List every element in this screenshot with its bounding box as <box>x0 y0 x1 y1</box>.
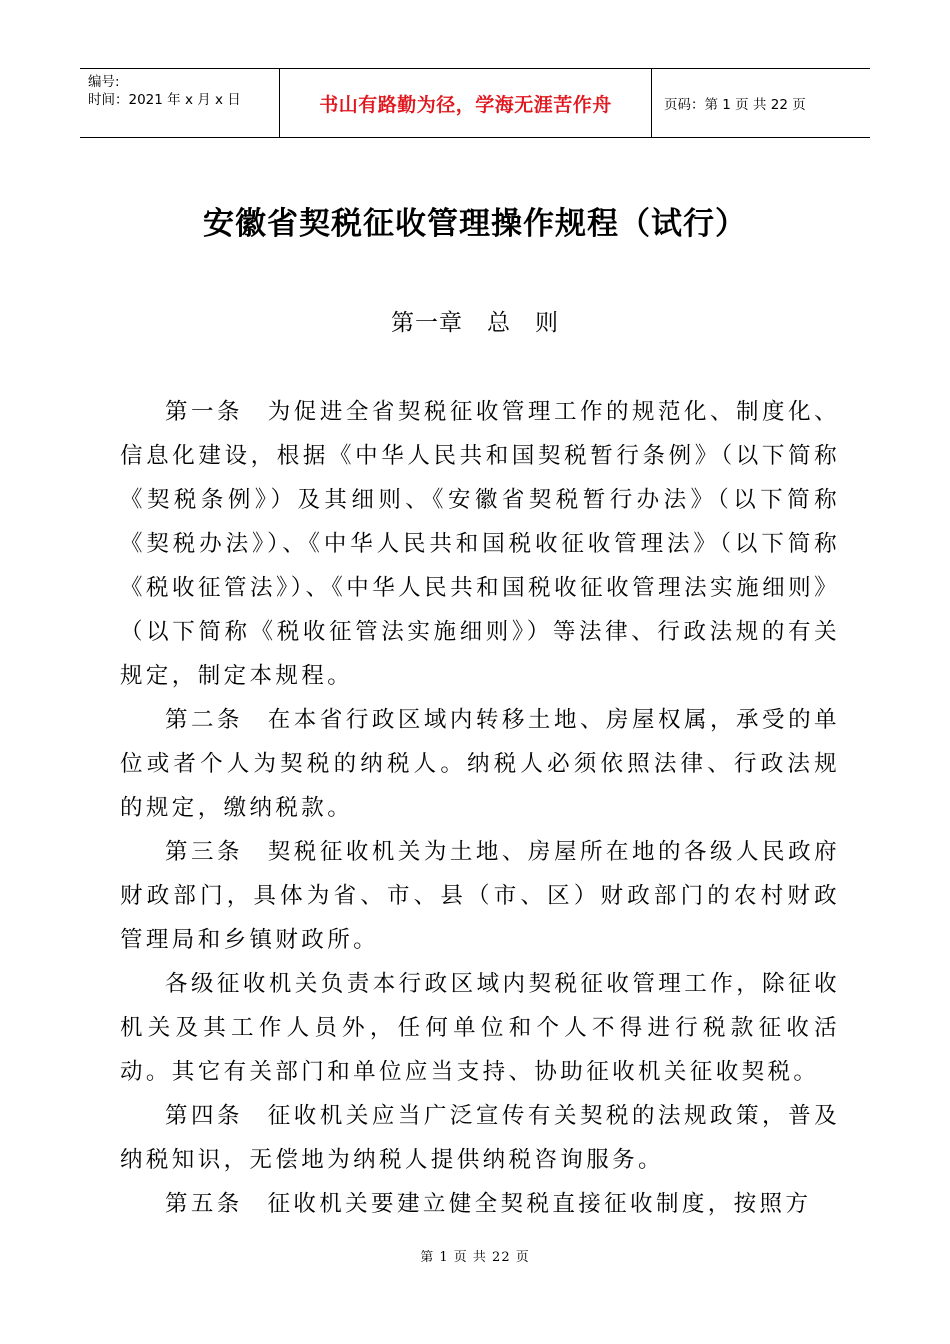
paragraph <box>120 962 840 1094</box>
header-motto: 书山有路勤为径，学海无涯苦作舟 <box>280 69 652 137</box>
paragraph <box>120 390 840 698</box>
paragraph <box>120 1094 840 1182</box>
article-number: 第一条 <box>165 399 244 425</box>
page-footer: 第 1 页 共 22 页 <box>420 1250 530 1265</box>
article-number: 第五条 <box>165 1191 243 1217</box>
header-table <box>80 68 870 138</box>
paragraph <box>120 830 840 962</box>
paragraph-text: 征收机关要建立健全契税直接征收制度，按照方 <box>267 1191 812 1217</box>
document-body <box>120 390 840 1226</box>
paragraph-text: 在本省行政区域内转移土地、房屋权属，承受的单位或者个人为契税的纳税人。纳税人必须依照法律、行政法规的规定，缴纳税款。 <box>120 707 840 821</box>
article-number: 第四条 <box>165 1103 244 1129</box>
document-title: 安徽省契税征收管理操作规程（试行） <box>203 206 747 242</box>
paragraph <box>120 1182 840 1226</box>
paragraph-text: 为促进全省契税征收管理工作的规范化、制度化、信息化建设，根据《中华人民共和国契税暂行条例》（以下简称《契税条例》）及其细则、《安徽省契税暂行办法》（以下简称《契税办法》）、《中华人民共和国税收征收管理法》（以下简称《税收征管法》）、《中华人民共和国税收征收管理法实施细则》（以下简称《税收征管法实施细则》）等法律、行政法规的有关规定，制定本规程。 <box>120 399 840 689</box>
paragraph <box>120 698 840 830</box>
time-label: 时间：2021 年 x 月 x 日 <box>88 92 241 108</box>
paragraph-text: 各级征收机关负责本行政区域内契税征收管理工作，除征收机关及其工作人员外，任何单位和个人不得进行税款征收活动。其它有关部门和单位应当支持、协助征收机关征收契税。 <box>120 971 840 1085</box>
article-number: 第二条 <box>165 707 244 733</box>
number-label: 编号: <box>88 74 120 90</box>
header-page-info: 页码：第 1 页 共 22 页 <box>664 97 806 113</box>
header-meta <box>80 69 280 137</box>
paragraph-text: 契税征收机关为土地、房屋所在地的各级人民政府财政部门，具体为省、市、县（市、区）财政部门的农村财政管理局和乡镇财政所。 <box>120 839 840 953</box>
article-number: 第三条 <box>165 839 244 865</box>
chapter-heading: 第一章 总 则 <box>391 310 559 336</box>
paragraph-text: 征收机关应当广泛宣传有关契税的法规政策，普及纳税知识，无偿地为纳税人提供纳税咨询服务。 <box>120 1103 840 1173</box>
